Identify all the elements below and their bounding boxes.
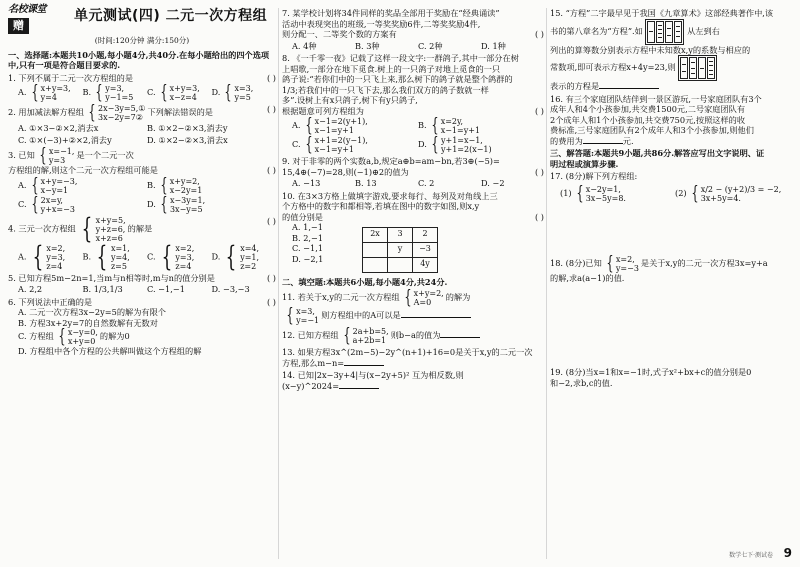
q9-option-b[interactable]: B. 13 (355, 178, 377, 188)
counting-rods-figure-2 (678, 55, 717, 81)
question-5: 5. 已知方程5m−2n=1,当m与n相等时,m与n的值分别是 ( ) A. 2,2 B. 1/3,1/3 C. −1,−1 D. −3,−3 (8, 272, 276, 295)
q10-option-d[interactable]: D. −2,1 (292, 253, 324, 264)
q4-option-d[interactable]: D. { x=4, y=1, z=2 (211, 239, 260, 273)
brand-logo: 名校课堂 赠 (8, 4, 58, 32)
q14-answer-blank[interactable] (339, 388, 379, 389)
magic-square-grid: 2x 3 2 y −3 4y (362, 227, 438, 273)
section-1-heading: 一、选择题:本题共10小题,每小题4分,共40分.在每小题给出的四个选项中,只有一项是符合题目要求的. (8, 49, 270, 71)
column-divider (546, 8, 547, 559)
q3-option-a[interactable]: A. { x+y=−3, x−y=1 (18, 173, 78, 196)
q13-answer-blank[interactable] (344, 365, 384, 366)
question-2: 2. 用加减法解方程组 { 2x−3y=5,① 3x−2y=7② 下列解法错误的是 ( ) A. ①×3−②×2,消去x B. ①×2−②×3,消去y C. ①×(−3)+②×2,消去y D. ①×2−②×3,消去x (8, 101, 276, 145)
q3-option-c[interactable]: C. { 2x=y, y+x=−3 (18, 192, 75, 215)
q1-option-b[interactable]: B. { y=3, y−1=5 (82, 81, 134, 104)
question-14: 14. 已知|2x−3y+4|与(x−2y+5)² 互为相反数,则 (x−y)^2024= (282, 370, 464, 391)
question-1: 1. 下列不属于二元一次方程组的是 ( ) A. { x+y=3, y=4 B. { y=3, y−1=5 C. { x+y=3, x−z=4 D. { x=3, y=5 (8, 72, 276, 104)
q2-option-c[interactable]: C. ①×(−3)+②×2,消去y (18, 134, 112, 145)
q8-option-d[interactable]: D. { y+1=x−1, y+1=2(x−1) (418, 133, 492, 155)
q5-option-d[interactable]: D. −3,−3 (211, 284, 250, 295)
q7-option-c[interactable]: C. 2种 (418, 40, 443, 51)
q12-answer-blank[interactable] (440, 337, 480, 338)
q3-option-d[interactable]: D. { x−3y=1, 3x−y=5 (147, 192, 206, 215)
q6-option-d[interactable]: D. 方程组中各个方程的公共解叫做这个方程组的解 (18, 346, 202, 357)
page-header (8, 4, 276, 34)
counting-rods-figure-1 (645, 19, 684, 45)
page-title: 单元测试(四) 二元一次方程组 (74, 8, 268, 24)
question-12: 12. 已知方程组 { 2a+b=5, a+2b=1 则b−a的值为 (282, 327, 544, 345)
q4-option-b[interactable]: B. { x=1, y=4, z=5 (82, 239, 130, 273)
q7-option-a[interactable]: A. 4种 (292, 40, 317, 51)
question-9: 9. 对于非零的两个实数a,b,规定a⊕b=am−bn,若3⊕(−5)= 15,4⊕(−7)=28,则(−1)⊕2的值为 ( ) A. −13 B. 13 C. 2 D. −2 (282, 156, 544, 188)
page-footer: 数学七下·测试卷 9 (729, 545, 792, 560)
question-6: 6. 下列说法中正确的是 ( ) A. 二元一次方程3x−2y=5的解为有限个 B. 方程3x+2y=7的自然数解有无数对 C. 方程组 { x−y=0, x+y=0 的解为0 D. 方程组中各个方程的公共解叫做这个方程组的解 (8, 296, 276, 357)
q5-option-b[interactable]: B. 1/3,1/3 (82, 284, 123, 295)
q6-option-b[interactable]: B. 方程3x+2y=7的自然数解有无数对 (18, 317, 158, 328)
q2-option-b[interactable]: B. ①×2−②×3,消去y (147, 123, 228, 134)
q9-option-c[interactable]: C. 2 (418, 178, 435, 188)
q2-option-a[interactable]: A. ①×3−②×2,消去x (18, 123, 99, 134)
q6-option-a[interactable]: A. 二元一次方程3x−2y=5的解为有限个 (18, 307, 166, 318)
question-11: 11. 若关于x,y的二元一次方程组 { x+y=2, A=0 的解为 { x=3, y=−1 则方程组中的A可以是 (282, 286, 471, 326)
q11-answer-blank[interactable] (401, 317, 471, 318)
page-number: 9 (783, 545, 792, 560)
q8-option-b[interactable]: B. { x=2y, x−1=y+1 (418, 114, 481, 136)
q7-option-d[interactable]: D. 1种 (481, 40, 506, 51)
q10-option-b[interactable]: B. 2,−1 (292, 232, 324, 243)
q2-option-d[interactable]: D. ①×2−②×3,消去x (147, 134, 228, 145)
q6-option-c[interactable]: C. 方程组 { x−y=0, x+y=0 的解为0 (18, 325, 130, 348)
q10-option-c[interactable]: C. −1,1 (292, 243, 324, 253)
question-18: 18. (8分)已知 { x=2, y=−3 是关于x,y的二元一次方程3x=y+a 的解,求a(a−1)的值. (550, 252, 768, 283)
question-17: 17. (8分)解下列方程组: (1) { x−2y=1, 3x−5y=8. (2) { x/2 − (y+2)/3 = −2, 3x+5y=4. (550, 171, 790, 253)
question-8: 8. 《一千零一夜》记载了这样一段文字:一群鸽子,其中一部分在树 上唱歌,一部分在地下觅食.树上的一只鸽子对地上觅食的一只 鸽子说:“若你们中的一只飞上来,那么树下的鸽子就是整个鸽群的 1/3;若我们中的一只飞下去,那么我们双方的鸽子数就一样 多”.设树上有x只鸽子,树下有y只鸽子, 根据题意可列方程组为 ( ) A. { x−1=2(y+1), x−1=y+1 B. { x=2y, x−1=y+1 C. { x+1=2(y−1), x−1=y+1 D. { y+1=x−1, y+1=2(x−1) (282, 53, 544, 155)
question-10: 10. 在3×3方格上做填字游戏,要求每行、每列及对角线上三 个方格中的数字和都相等,若填在图中的数字如图,则x,y 的值分别是 ( ) A. 1,−1 B. 2,−1 C. −1,1 D. −2,1 2x 3 2 y −3 4y (282, 191, 544, 275)
q10-option-a[interactable]: A. 1,−1 (292, 222, 323, 232)
section-3-heading: 三、解答题:本题共9小题,共86分.解答应写出文字说明、证 明过程或演算步骤. (550, 148, 765, 169)
q1-option-c[interactable]: C. { x+y=3, x−z=4 (147, 81, 200, 104)
q1-option-a[interactable]: A. { x+y=3, y=4 (18, 81, 71, 104)
q5-option-c[interactable]: C. −1,−1 (147, 284, 185, 295)
column-divider (278, 8, 279, 559)
q8-option-a[interactable]: A. { x−1=2(y+1), x−1=y+1 (292, 114, 368, 136)
exam-meta: (时间:120分钟 满分:150分) (94, 36, 190, 45)
question-3: 3. 已知 { x=−1, y=3 是一个二元一次 方程组的解,则这个二元一次方程组可能是 ( ) A. { x+y=−3, x−y=1 B. { x+y=2, x−2y=1 C. { 2x=y, y+x=−3 D. { x−3y=1, 3x−y=5 (8, 144, 276, 215)
question-4: 4. 三元一次方程组 { x+y=5, y+z=6, x+z=6 的解是 ( ) A. { x=2, y=3, z=4 B. { x=1, y=4, z=5 C. { x=2, y=3, z=4 D. { x=4, y=1, z=2 (8, 211, 276, 273)
q4-option-a[interactable]: A. { x=2, y=3, z=4 (18, 239, 66, 273)
gift-badge: 赠 (8, 18, 29, 34)
question-13: 13. 如果方程3x^(2m−5)−2y^(n+1)+16=0是关于x,y的二元一次 方程,那么m−n= (282, 347, 533, 368)
left-column (8, 0, 276, 567)
question-19: 19. (8分)当x=1和x=−1时,式子x²+bx+c的值分别是0 和−2,求b,c的值. (550, 367, 752, 388)
q15-answer-blank[interactable] (599, 88, 659, 89)
middle-column (282, 0, 544, 567)
q16-answer-blank[interactable] (583, 143, 623, 144)
question-16: 16. 有三个家庭团队结伴到一景区游玩,一号家庭团队有3个 成年人和4个小孩参加,共交费1500元,二号家庭团队有 2个成年人和1个小孩参加,共交费750元,按照这样的收 费标准,三号家庭团队有2个成年人和3个小孩参加,则他们 的费用为 元. (550, 93, 762, 146)
question-15: 15. “方程”二字最早见于我国《九章算术》这部经典著作中,该 书的第八章名为“方程”.如 从左到右 列出的算筹数分别表示方程中未知数x,y的系数与相应的 常数项,即可表示方程x+4y=23,则 表示的方程是 (550, 8, 774, 91)
q5-option-a[interactable]: A. 2,2 (18, 284, 43, 295)
q3-option-b[interactable]: B. { x+y=2, x−2y=1 (147, 173, 203, 196)
q17-part-2: (2) { x/2 − (y+2)/3 = −2, 3x+5y=4. (675, 181, 782, 204)
section-2-heading: 二、填空题:本题共6小题,每小题4分,共24分. (282, 276, 448, 287)
q4-option-c[interactable]: C. { x=2, y=3, z=4 (147, 239, 195, 273)
right-column (550, 0, 790, 567)
q1-option-d[interactable]: D. { x=3, y=5 (211, 81, 254, 104)
q9-option-a[interactable]: A. −13 (292, 178, 321, 188)
q17-part-1: (1) { x−2y=1, 3x−5y=8. (560, 181, 626, 204)
q9-option-d[interactable]: D. −2 (481, 178, 505, 188)
question-7: 7. 某学校计划将34件同样的奖品全部用于奖励在“经典诵读” 活动中表现突出的班级,一等奖奖励6件,二等奖奖励4件, 则分配一、二等奖个数的方案有 ( ) A. 4种 B. 3种 C. 2种 D. 1种 (282, 8, 544, 51)
q8-option-c[interactable]: C. { x+1=2(y−1), x−1=y+1 (292, 133, 368, 155)
q7-option-b[interactable]: B. 3种 (355, 40, 380, 51)
